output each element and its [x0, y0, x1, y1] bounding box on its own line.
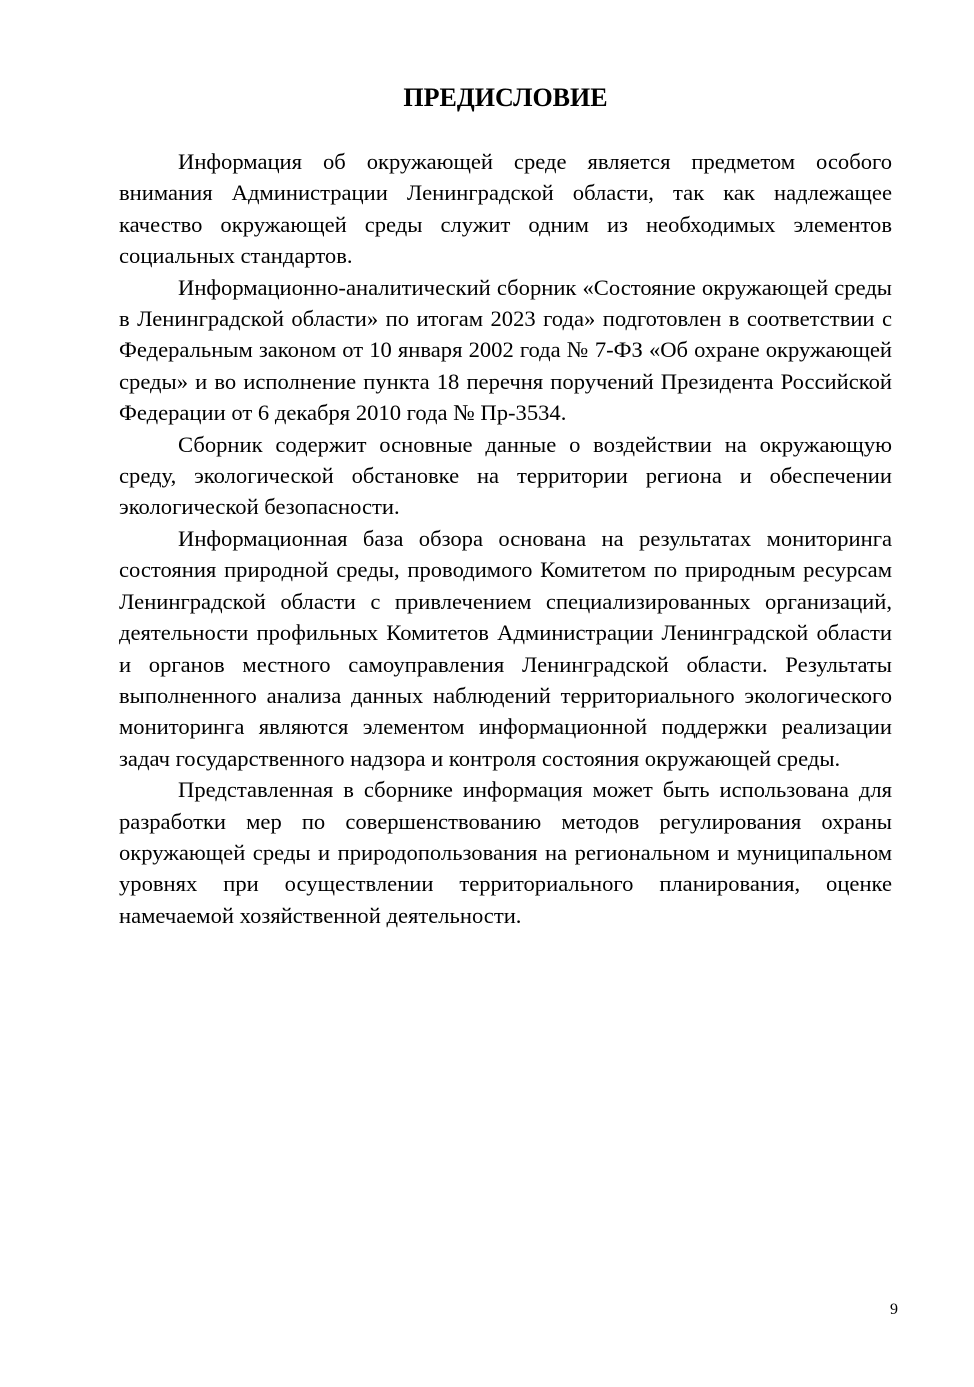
page-number: 9: [890, 1301, 898, 1318]
page-title: ПРЕДИСЛОВИЕ: [403, 83, 608, 112]
paragraph-3: Сборник содержит основные данные о воздействии на окружающую среду, экологической обстановке на территории региона и обеспечении экологической безопасности.: [119, 431, 892, 520]
paragraph-1: Информация об окружающей среде является предметом особого внимания Администрации Ленинградской области, так как надлежащее качество окружающей среды служит одним из необходимых элементов социальных стандартов.: [119, 149, 892, 269]
paragraph-4: Информационная база обзора основана на результатах мониторинга состояния природной среды, проводимого Комитетом по природным ресурсам Ленинградской области с привлечением специализированных организаций, деятельности профильных Комитетов Администрации Ленинградской области и органов местного самоуправления Ленинградской области. Результаты выполненного анализа данных наблюдений территориального экологического мониторинга являются элементом информационной поддержки реализации задач государственного надзора и контроля состояния окружающей среды.: [119, 525, 892, 771]
paragraph-5: Представленная в сборнике информация может быть использована для разработки мер по совершенствованию методов регулирования охраны окружающей среды и природопользования на региональном и муниципальном уровнях при осуществлении территориального планирования, оценке намечаемой хозяйственной деятельности.: [119, 777, 892, 928]
paragraph-2: Информационно-аналитический сборник «Состояние окружающей среды в Ленинградской области» по итогам 2023 года» подготовлен в соответствии с Федеральным законом от 10 января 2002 года № 7-ФЗ «Об охране окружающей среды» и во исполнение пункта 18 перечня поручений Президента Российской Федерации от 6 декабря 2010 года № Пр-3534.: [119, 274, 892, 426]
body-text: [119, 146, 892, 1276]
